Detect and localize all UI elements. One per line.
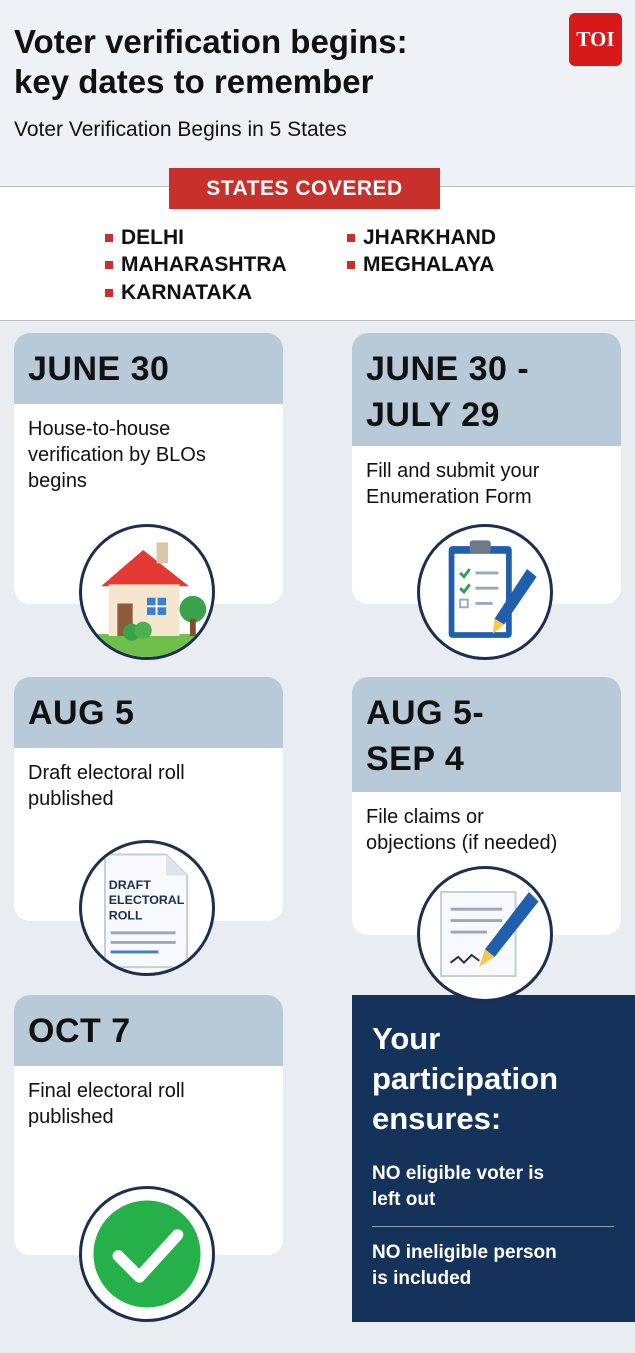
card-description: Fill and submit your Enumeration Form (366, 460, 540, 508)
bullet-square-icon (105, 289, 113, 297)
card-date: AUG 5 (14, 677, 283, 748)
clipboard-icon (417, 524, 553, 660)
card-date: OCT 7 (14, 995, 283, 1066)
card-description: File claims or objections (if needed) (366, 806, 558, 854)
card-description: Final electoral roll published (28, 1080, 185, 1128)
participation-title: Your participation ensures: (372, 1021, 559, 1136)
checkmark-icon (79, 1186, 215, 1322)
svg-text:DRAFT: DRAFT (108, 877, 151, 892)
svg-text:ROLL: ROLL (108, 908, 143, 923)
page-subtitle: Voter Verification Begins in 5 States (14, 118, 347, 141)
draft-document-icon (79, 840, 215, 976)
form-pen-icon (417, 866, 553, 1002)
state-item: KARNATAKA (105, 281, 252, 305)
bullet-square-icon (347, 234, 355, 242)
card-description: House-to-house verification by BLOs begins (28, 418, 206, 492)
participation-panel (352, 995, 635, 1322)
card-description: Draft electoral roll published (28, 762, 185, 810)
panel-divider (372, 1226, 614, 1227)
states-banner: STATES COVERED (169, 168, 440, 209)
state-item: MEGHALAYA (347, 253, 494, 277)
card-date: JUNE 30 - JULY 29 (352, 333, 621, 446)
card-date: AUG 5- SEP 4 (352, 677, 621, 792)
state-item: JHARKHAND (347, 226, 496, 250)
bullet-square-icon (105, 234, 113, 242)
house-icon (79, 524, 215, 660)
bullet-square-icon (347, 261, 355, 269)
state-item: MAHARASHTRA (105, 253, 287, 277)
title-line-1: Voter verification begins: (14, 23, 408, 60)
title-line-2: key dates to remember (14, 63, 374, 100)
card-date: JUNE 30 (14, 333, 283, 404)
toi-logo: TOI (569, 13, 622, 66)
state-item: DELHI (105, 226, 184, 250)
participation-point-2: NO ineligible person is included (372, 1242, 557, 1289)
page-title (14, 22, 534, 102)
bullet-square-icon (105, 261, 113, 269)
header (0, 0, 635, 186)
participation-point-1: NO eligible voter is left out (372, 1163, 545, 1210)
svg-text:ELECTORAL: ELECTORAL (108, 893, 185, 908)
